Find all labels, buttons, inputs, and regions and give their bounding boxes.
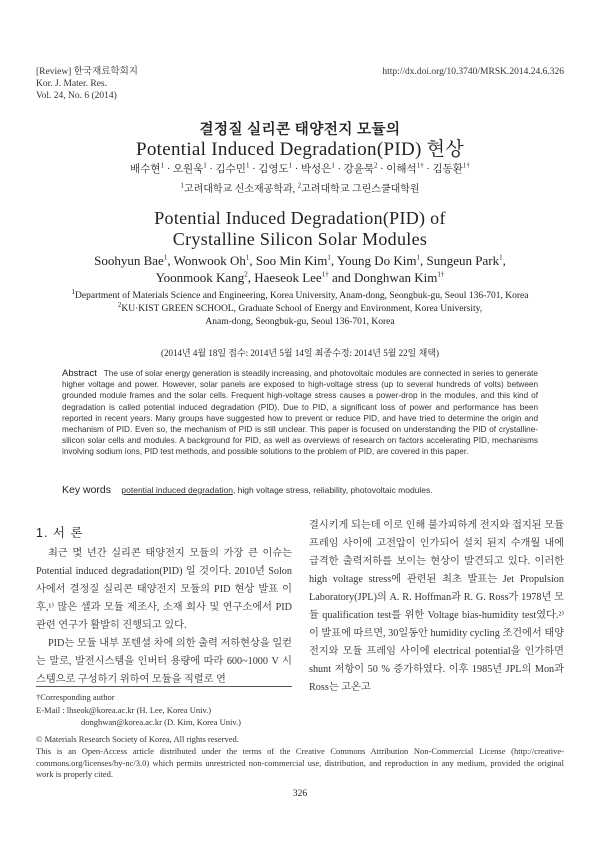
author-separator: · [334,164,344,175]
keywords-label: Key words [62,484,112,496]
keywords-rest: , high voltage stress, reliability, photovoltaic modules. [232,485,433,495]
page-number: 326 [292,789,308,799]
korean-author-sup: 1 [288,161,293,170]
korean-author-name: 오원욱 [172,164,204,175]
korean-author-name: 김수민 [215,164,246,175]
korean-author-name: 박성은 [300,164,332,175]
english-author-sup: 1 [245,253,250,262]
aff2-line1: KU·KIST GREEN SCHOOL, Graduate School of Energy and Environment, Korea University, [121,304,483,314]
paragraph-3: 결시키게 되는데 이로 인해 불가피하게 전지와 접지된 모듈 프레임 사이에 고전압이 인가되어 설치 된지 수개월 내에 급격한 출력저하를 보이는 현상이 발견되고 있다. 이러한 high voltage stress에 관련된 최초 발표는 Jet Propulsion Laboratory(JPL)의 A. R. Hoffman과 R. G. Ross가 1978년 모듈 qualification test를 위한 Voltage bias-humidity test였다.²⁾ 이 발표에 따르면, 30일동안 humidity cycling 조건에서 태양전지와 모듈 프레임 사이에 electrical potential을 인가하면 shunt 저항이 50 % 증가하였다. 이후 1985년 JPL의 Mon과 Ross는 고온고 [309,520,564,693]
english-authors-line2 [0,269,600,286]
english-author-sup: 1 [163,253,168,262]
english-author-name: Sungeun Park [426,253,500,268]
author-separator: , [247,270,255,285]
korean-author-sup: 1† [462,161,470,170]
affiliation-2-cont: Anam-dong, Seongbuk-gu, Seoul 136-701, Korea [205,317,395,327]
korean-aff-text: 고려대학교 신소재공학과, [183,184,298,195]
korean-aff-sup: 2 [297,181,302,190]
korean-author-name: 배수현 [130,164,161,175]
english-author-name: Donghwan Kim [353,270,438,285]
body-left-column [36,545,292,689]
english-authors [0,252,600,286]
english-author-name: Wonwook Oh [173,253,246,268]
korean-author-sup: 1 [203,161,207,170]
english-author-name: Soohyun Bae [94,253,164,268]
email-2[interactable]: donghwan@korea.ac.kr (D. Kim, Korea Univ.) [81,717,241,727]
english-title [0,208,600,250]
korean-author-name: 강윤묵 [343,164,374,175]
author-separator: , [167,253,174,268]
author-separator: · [377,164,387,175]
affiliation-2 [0,300,600,316]
author-separator: · [423,164,433,175]
english-author-sup: 1† [437,270,445,279]
english-author-name: Haeseok Lee [254,270,322,285]
email-label: E-Mail : [36,704,67,715]
english-author-sup: 1 [416,253,421,262]
body-right-column [309,517,564,697]
korean-author-sup: 1 [160,161,165,170]
korean-author-name: 김동환 [432,164,463,175]
footnote-rule [36,686,292,687]
corresponding-author: †Corresponding author [36,692,115,702]
volume-info: Vol. 24, No. 6 (2014) [36,91,117,101]
english-author-sup: 1 [499,253,503,262]
english-author-sup: 1† [321,270,329,279]
korean-aff-text: 고려대학교 그린스쿨대학원 [301,184,420,195]
korean-author-sup: 1† [416,161,424,170]
korean-title-line1: 결정질 실리콘 태양전지 모듈의 [199,122,401,138]
aff1-sup: 1 [71,287,76,296]
journal-header [36,66,138,102]
english-author-name: Young Do Kim [336,253,417,268]
author-separator: and [328,270,354,285]
korean-aff-sup: 1 [180,181,184,190]
english-authors-line1: Soohyun Bae$^1$, Wonwook Oh$^1$, Soo Min Kim$^1$, Young Do Kim$^1$, Sungeun Park$^1$, [94,253,506,268]
keyword-first: potential induced degradation [121,485,233,495]
paragraph-2: PID는 모듈 내부 포텐셜 차에 의한 출력 저하현상을 일컫는 말로, 발전시스템을 인버터 용량에 따라 600~1000 V 시스템으로 구성하기 위하여 모듈을 직렬로 연 [36,638,292,685]
aff1-text: Department of Materials Science and Engineering, Korea University, Anam-dong, Seongbuk-gu, Seoul 136-701, Korea [75,291,529,301]
author-separator: · [206,164,216,175]
author-separator: · [249,164,259,175]
abstract-label: Abstract [62,368,97,379]
aff2-sup: 2 [117,300,122,309]
affiliation-1 [0,287,600,303]
section-heading: 1. 서 론 [36,526,84,540]
korean-affiliations [0,180,600,195]
author-separator: , [330,253,337,268]
korean-author-sup: 1 [331,161,335,170]
korean-author-name: 김영도 [258,164,289,175]
abstract-text: The use of solar energy generation is steadily increasing, and photovoltaic modules are connected in series to generate higher voltage and power. However, solar panels are exposed to high-voltage stress (up to several hundreds of volts) between grounded module frames and the solar cells. Frequent high-voltage stress causes a power-drop in the modules, and this kind of degradation is called potential induced degradation (PID). Due to PID, a significant loss of power and performance has been reported in recent years. Many groups have suggested how to prevent or reduce PID, and have tried to determine the origin and mechanism of PID. Even so, the mechanism of PID is still unclear. This paper is focused on understanding the PID of crystalline-silicon solar cells and modules. A background for PID, as well as overviews of research on factors accelerating PID, mechanisms involving sodium ions, PID test methods, and possible solutions to the problem of PID, are covered in this paper. [62,369,538,457]
english-title-line1: Potential Induced Degradation(PID) of [154,208,446,228]
license-text: This is an Open-Access article distributed under the terms of the Creative Commons Attribution Non-Commercial License (http://creative-commons.org/licenses/by-nc/3.0) which permits unrestricted non-commercial use, distribution, and reproduction in any medium, provided the original work is properly cited. [36,745,564,780]
english-author-sup: 2 [244,270,248,279]
journal-abbr: Kor. J. Mater. Res. [36,79,107,89]
english-affiliations [0,287,600,329]
korean-title-line2: Potential Induced Degradation(PID) 현상 [136,139,464,160]
korean-authors [0,161,600,176]
copyright: © Materials Research Society of Korea, All rights reserved. [36,734,239,744]
author-separator: · [292,164,301,175]
license-block [36,734,564,781]
doi-link[interactable]: http://dx.doi.org/10.3740/MRSK.2014.24.6.326 [382,67,564,77]
abstract [62,368,538,458]
footnotes [36,691,241,729]
english-author-sup: 1 [327,253,331,262]
author-separator: , [420,253,427,268]
keywords [62,484,542,496]
email-line-1 [36,704,241,717]
email-1[interactable]: lhseok@korea.ac.kr (H. Lee, Korea Univ.) [66,704,212,715]
author-separator: , [249,253,256,268]
english-title-line2: Crystalline Silicon Solar Modules [172,229,428,249]
review-line: [Review] 한국재료학회지 [36,67,138,77]
submission-dates: (2014년 4월 18일 접수: 2014년 5월 14일 최종수정: 2014년 5월 22일 채택) [160,348,440,358]
korean-author-sup: 2 [374,161,378,170]
korean-author-name: 이해석 [386,164,417,175]
korean-author-sup: 1 [245,161,250,170]
paragraph-1: 최근 몇 년간 실리콘 태양전지 모듈의 가장 큰 이슈는 Potential induced degradation(PID) 일 것이다. 2010년 Solon 사에서 결정질 실리콘 태양전지 모듈의 PID 현상 발표 이후,¹⁾ 많은 셀과 모듈 제조사, 소재 회사 및 연구소에서 PID 관련 연구가 활발히 진행되고 있다. [36,548,292,631]
author-separator: · [164,164,173,175]
english-author-name: Soo Min Kim [255,253,328,268]
english-author-name: Yoonmook Kang [155,270,245,285]
